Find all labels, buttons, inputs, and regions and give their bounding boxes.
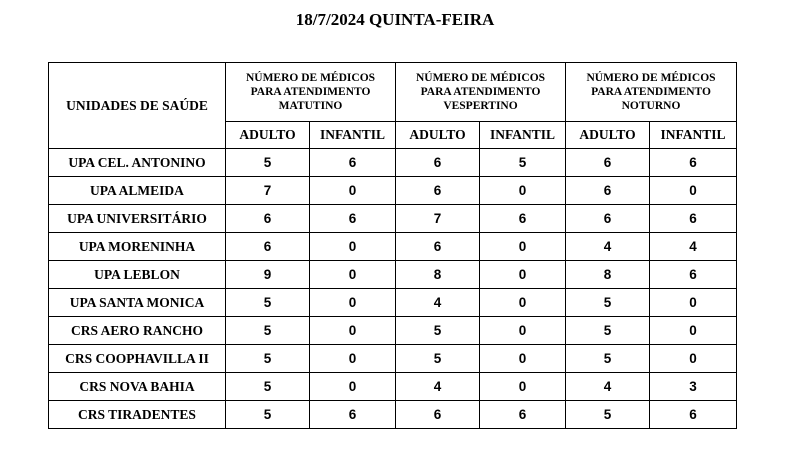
page-title: 18/7/2024 QUINTA-FEIRA — [295, 10, 495, 29]
doctor-count-cell: 8 — [566, 261, 650, 289]
doctor-count-cell: 5 — [226, 317, 310, 345]
header-group-line: PARA ATENDIMENTO — [591, 86, 711, 98]
doctor-count-cell: 6 — [480, 205, 566, 233]
doctor-count-cell: 4 — [650, 233, 737, 261]
doctor-count-cell: 0 — [650, 345, 737, 373]
doctor-count-cell: 0 — [480, 261, 566, 289]
doctor-count-cell: 4 — [396, 373, 480, 401]
doctor-count-cell: 0 — [650, 177, 737, 205]
doctor-count-cell: 5 — [566, 317, 650, 345]
header-sub-adulto: ADULTO — [226, 122, 310, 149]
table-row — [49, 345, 737, 373]
doctor-count-cell: 6 — [396, 149, 480, 177]
doctor-count-cell: 0 — [310, 177, 396, 205]
doctor-count-cell: 0 — [480, 317, 566, 345]
doctor-count-cell: 6 — [650, 205, 737, 233]
doctor-count-cell: 5 — [396, 317, 480, 345]
unit-name-cell: UPA LEBLON — [49, 261, 226, 289]
table-row — [49, 261, 737, 289]
doctor-count-cell: 0 — [650, 317, 737, 345]
doctor-count-cell: 6 — [566, 205, 650, 233]
header-group-line: PARA ATENDIMENTO — [250, 86, 371, 98]
doctor-count-cell: 0 — [310, 289, 396, 317]
doctor-count-cell: 6 — [396, 177, 480, 205]
doctor-count-cell: 0 — [480, 233, 566, 261]
doctor-count-cell: 6 — [396, 401, 480, 429]
header-group-line: PARA ATENDIMENTO — [420, 86, 541, 98]
doctor-count-cell: 0 — [310, 317, 396, 345]
doctor-count-cell: 0 — [480, 345, 566, 373]
doctor-count-cell: 5 — [226, 373, 310, 401]
doctor-count-cell: 8 — [396, 261, 480, 289]
doctors-schedule-table — [48, 62, 737, 429]
header-sub-adulto: ADULTO — [566, 122, 650, 149]
header-group-vespertino — [396, 63, 566, 122]
header-group-line: NÚMERO DE MÉDICOS — [415, 72, 546, 84]
unit-name-cell: UPA UNIVERSITÁRIO — [49, 205, 226, 233]
doctor-count-cell: 4 — [566, 233, 650, 261]
doctor-count-cell: 5 — [226, 149, 310, 177]
header-row-groups — [49, 63, 737, 122]
unit-name-cell: UPA ALMEIDA — [49, 177, 226, 205]
table-row — [49, 205, 737, 233]
header-group-line: NÚMERO DE MÉDICOS — [245, 72, 376, 84]
doctor-count-cell: 7 — [396, 205, 480, 233]
doctor-count-cell: 5 — [226, 401, 310, 429]
doctor-count-cell: 0 — [310, 373, 396, 401]
table-row — [49, 177, 737, 205]
header-group-line: VESPERTINO — [443, 100, 518, 112]
unit-name-cell: UPA MORENINHA — [49, 233, 226, 261]
header-group-line: NÚMERO DE MÉDICOS — [586, 72, 716, 84]
doctor-count-cell: 6 — [396, 233, 480, 261]
header-group-noturno — [566, 63, 737, 122]
header-sub-infantil: INFANTIL — [310, 122, 396, 149]
unit-name-cell: CRS COOPHAVILLA II — [49, 345, 226, 373]
doctor-count-cell: 5 — [566, 289, 650, 317]
doctor-count-cell: 0 — [480, 177, 566, 205]
doctor-count-cell: 5 — [480, 149, 566, 177]
unit-name-cell: CRS NOVA BAHIA — [49, 373, 226, 401]
unit-name-cell: CRS TIRADENTES — [49, 401, 226, 429]
doctor-count-cell: 9 — [226, 261, 310, 289]
doctor-count-cell: 5 — [226, 345, 310, 373]
table-body — [49, 149, 737, 429]
table-row — [49, 373, 737, 401]
doctor-count-cell: 6 — [566, 177, 650, 205]
header-group-line: MATUTINO — [278, 100, 343, 112]
doctor-count-cell: 0 — [310, 261, 396, 289]
doctor-count-cell: 5 — [396, 345, 480, 373]
doctor-count-cell: 6 — [310, 205, 396, 233]
doctor-count-cell: 6 — [650, 261, 737, 289]
doctor-count-cell: 6 — [310, 149, 396, 177]
header-sub-infantil: INFANTIL — [480, 122, 566, 149]
doctor-count-cell: 6 — [226, 233, 310, 261]
doctor-count-cell: 0 — [310, 233, 396, 261]
doctor-count-cell: 4 — [396, 289, 480, 317]
doctor-count-cell: 4 — [566, 373, 650, 401]
doctor-count-cell: 6 — [310, 401, 396, 429]
doctor-count-cell: 6 — [566, 149, 650, 177]
header-units: UNIDADES DE SAÚDE — [49, 63, 226, 149]
doctor-count-cell: 5 — [226, 289, 310, 317]
header-sub-adulto: ADULTO — [396, 122, 480, 149]
doctor-count-cell: 5 — [566, 345, 650, 373]
doctor-count-cell: 0 — [480, 289, 566, 317]
doctor-count-cell: 0 — [650, 289, 737, 317]
doctor-count-cell: 3 — [650, 373, 737, 401]
header-group-line: NOTURNO — [621, 100, 681, 112]
table-row — [49, 401, 737, 429]
doctor-count-cell: 5 — [566, 401, 650, 429]
unit-name-cell: UPA SANTA MONICA — [49, 289, 226, 317]
doctor-count-cell: 6 — [480, 401, 566, 429]
doctor-count-cell: 6 — [650, 149, 737, 177]
table-row — [49, 149, 737, 177]
header-group-matutino — [226, 63, 396, 122]
doctor-count-cell: 6 — [650, 401, 737, 429]
header-sub-infantil: INFANTIL — [650, 122, 737, 149]
doctor-count-cell: 7 — [226, 177, 310, 205]
doctor-count-cell: 0 — [310, 345, 396, 373]
table-row — [49, 317, 737, 345]
unit-name-cell: CRS AERO RANCHO — [49, 317, 226, 345]
table-row — [49, 289, 737, 317]
doctor-count-cell: 6 — [226, 205, 310, 233]
unit-name-cell: UPA CEL. ANTONINO — [49, 149, 226, 177]
table-row — [49, 233, 737, 261]
doctor-count-cell: 0 — [480, 373, 566, 401]
